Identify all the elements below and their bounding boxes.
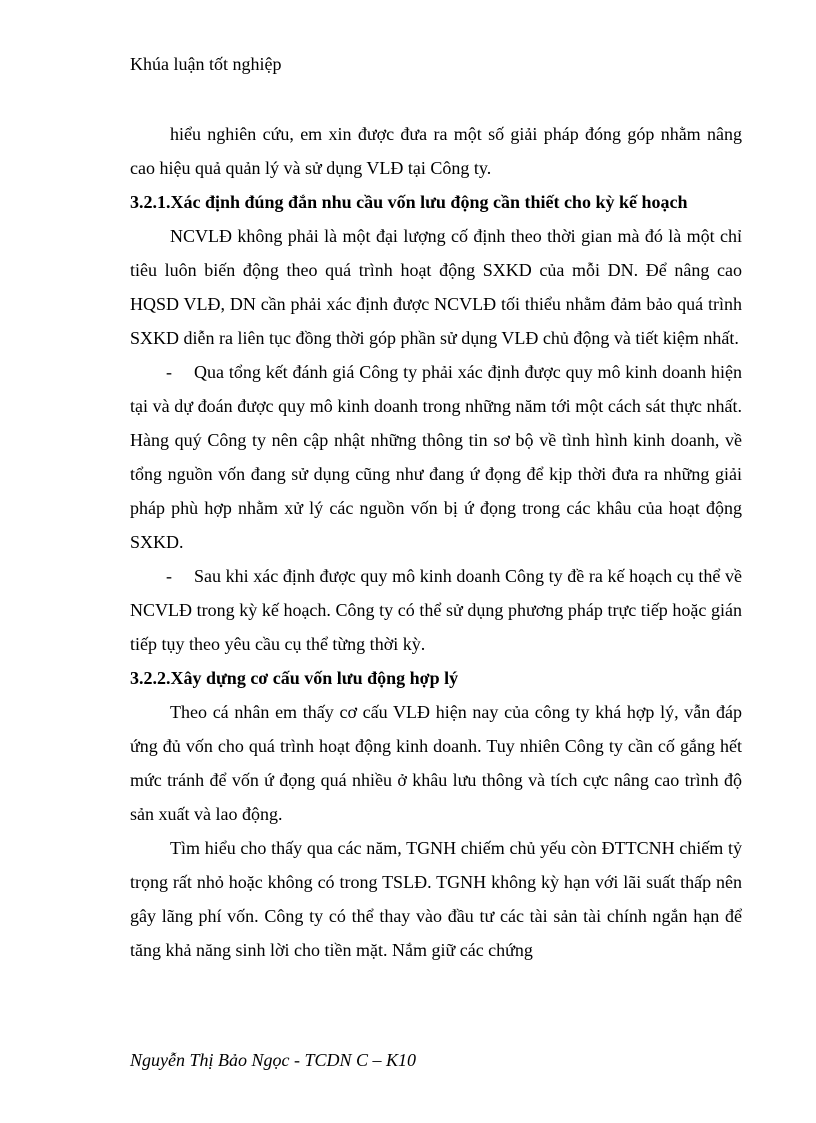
- paragraph-intro: hiểu nghiên cứu, em xin được đưa ra một số giải pháp đóng góp nhằm nâng cao hiệu quả quản lý và sử dụng VLĐ tại Công ty.: [130, 124, 742, 178]
- running-header: Khúa luận tốt nghiệp: [130, 54, 282, 74]
- bullet-item-1-text: Qua tổng kết đánh giá Công ty phải xác định được quy mô kinh doanh hiện tại và dự đoán được quy mô kinh doanh trong những năm tới một cách sát thực nhất. Hàng quý Công ty nên cập nhật những thông tin sơ bộ về tình hình kinh doanh, về tổng nguồn vốn đang sử dụng cũng như đang ứ đọng để kịp thời đưa ra những giải pháp phù hợp nhằm xử lý các nguồn vốn bị ứ đọng trong các khâu của hoạt động SXKD.: [130, 362, 742, 552]
- bullet-dash: -: [166, 362, 172, 382]
- page-content: [130, 117, 742, 967]
- paragraph-co-cau: Theo cá nhân em thấy cơ cấu VLĐ hiện nay của công ty khá hợp lý, vẫn đáp ứng đủ vốn cho quá trình hoạt động kinh doanh. Tuy nhiên Công ty cần cố gắng hết mức tránh để vốn ứ đọng quá nhiều ở khâu lưu thông và tích cực nâng cao trình độ sản xuất và lao động.: [130, 702, 742, 824]
- running-footer: Nguyễn Thị Bảo Ngọc - TCDN C – K10: [130, 1050, 417, 1070]
- bullet-item-1: [130, 355, 742, 559]
- paragraph-tgnh: Tìm hiểu cho thấy qua các năm, TGNH chiếm chủ yếu còn ĐTTCNH chiếm tỷ trọng rất nhỏ hoặc không có trong TSLĐ. TGNH không kỳ hạn với lãi suất thấp nên gây lãng phí vốn. Công ty có thể thay vào đầu tư các tài sản tài chính ngắn hạn để tăng khả năng sinh lời cho tiền mặt. Nắm giữ các chứng: [130, 838, 742, 960]
- section-heading-3-2-1: 3.2.1.Xác định đúng đắn nhu cầu vốn lưu động cần thiết cho kỳ kế hoạch: [130, 192, 688, 212]
- bullet-item-2-text: Sau khi xác định được quy mô kinh doanh Công ty đề ra kế hoạch cụ thể về NCVLĐ trong kỳ kế hoạch. Công ty có thể sử dụng phương pháp trực tiếp hoặc gián tiếp tụy theo yêu cầu cụ thể từng thời kỳ.: [130, 566, 742, 654]
- bullet-item-2: [130, 559, 742, 661]
- bullet-dash: -: [166, 566, 172, 586]
- paragraph-ncvld: NCVLĐ không phải là một đại lượng cố định theo thời gian mà đó là một chỉ tiêu luôn biến động theo quá trình hoạt động SXKD của mỗi DN. Để nâng cao HQSD VLĐ, DN cần phải xác định được NCVLĐ tối thiểu nhằm đảm bảo quá trình SXKD diễn ra liên tục đồng thời góp phần sử dụng VLĐ chủ động và tiết kiệm nhất.: [130, 226, 742, 348]
- section-heading-3-2-2: 3.2.2.Xây dựng cơ cấu vốn lưu động hợp lý: [130, 668, 459, 688]
